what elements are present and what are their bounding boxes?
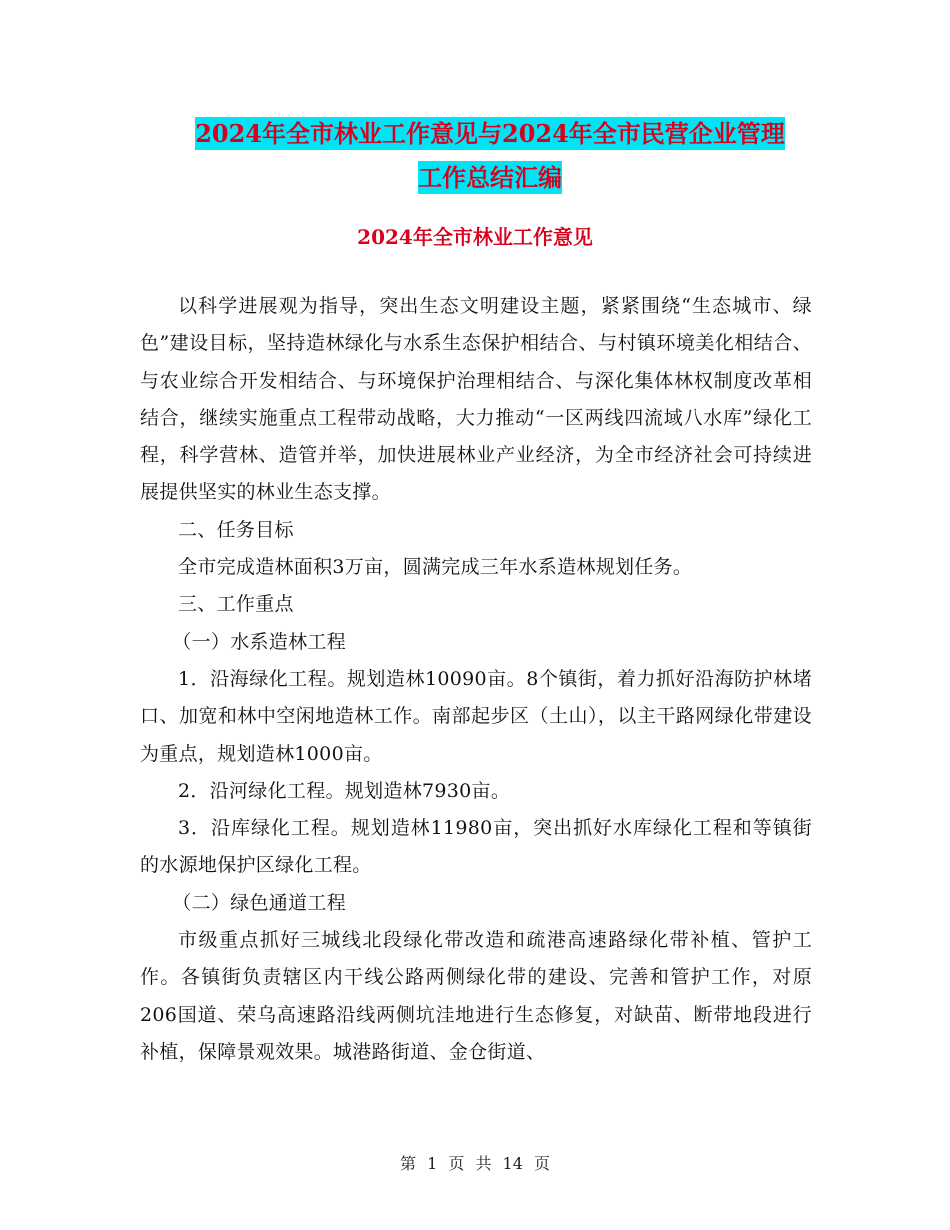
heading-green-corridor: （二）绿色通道工程 [172, 891, 346, 914]
document-title [140, 112, 840, 200]
paragraph-intro: 以科学进展观为指导，突出生态文明建设主题，紧紧围绕“生态城市、绿色”建设目标，坚持造林绿化与水系生态保护相结合、与村镇环境美化相结合、与农业综合开发相结合、与环境保护治理相结合、与深化集体林权制度改革相结合，继续实施重点工程带动战略，大力推动“一区两线四流域八水库”绿化工程，科学营林、造管并举，加快进展林业产业经济，为全市经济社会可持续进展提供坚实的林业生态支撑。 [140, 295, 812, 504]
document-body [140, 288, 812, 1071]
paragraph-reservoir-greening: 3．沿库绿化工程。规划造林11980亩，突出抓好水库绿化工程和等镇街的水源地保护区绿化工程。 [140, 817, 812, 877]
paragraph-task-goals: 全市完成造林面积3万亩，圆满完成三年水系造林规划任务。 [178, 556, 693, 579]
page-footer: 第 1 页 共 14 页 [400, 1154, 550, 1173]
paragraph-coastal-greening: 1．沿海绿化工程。规划造林10090亩。8个镇街，着力抓好沿海防护林堵口、加宽和林中空闲地造林工作。南部起步区（土山），以主干路网绿化带建设为重点，规划造林1000亩。 [140, 667, 812, 765]
section-title: 2024年全市林业工作意见 [357, 225, 593, 249]
paragraph-green-corridor: 市级重点抓好三城线北段绿化带改造和疏港高速路绿化带补植、管护工作。各镇街负责辖区内干线公路两侧绿化带的建设、完善和管护工作，对原206国道、荣乌高速路沿线两侧坑洼地进行生态修复，对缺苗、断带地段进行补植，保障景观效果。城港路街道、金仓街道、 [140, 929, 812, 1063]
title-line-2: 工作总结汇编 [418, 163, 562, 192]
heading-work-focus: 三、工作重点 [178, 593, 294, 616]
title-line-1: 2024年全市林业工作意见与2024年全市民营企业管理 [195, 119, 785, 148]
heading-water-afforestation: （一）水系造林工程 [172, 630, 346, 653]
paragraph-river-greening: 2．沿河绿化工程。规划造林7930亩。 [178, 779, 511, 802]
heading-task-goals: 二、任务目标 [178, 518, 294, 541]
